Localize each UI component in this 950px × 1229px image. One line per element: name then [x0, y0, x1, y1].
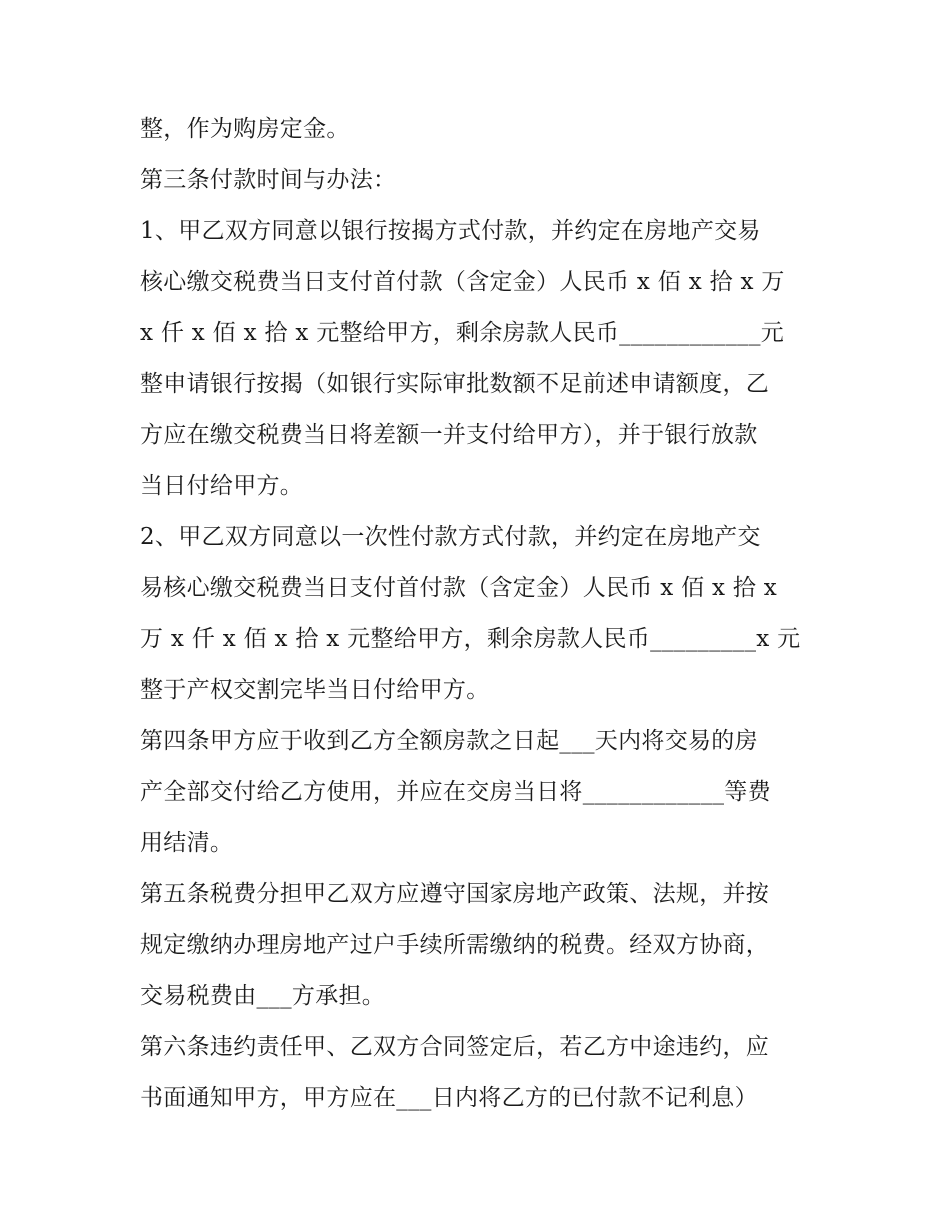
text-line: 规定缴纳办理房地产过户手续所需缴纳的税费。经双方协商，: [140, 932, 770, 958]
text-line: 1、甲乙双方同意以银行按揭方式付款，并约定在房地产交易: [140, 218, 761, 244]
text-line: 2、甲乙双方同意以一次性付款方式付款，并约定在房地产交: [140, 524, 761, 550]
text-line: 第四条甲方应于收到乙方全额房款之日起___天内将交易的房: [140, 728, 758, 754]
text-line: 产全部交付给乙方使用，并应在交房当日将____________等费: [140, 779, 771, 805]
text-line: 第五条税费分担甲乙双方应遵守国家房地产政策、法规，并按: [140, 881, 770, 907]
text-line: 方应在缴交税费当日将差额一并支付给甲方），并于银行放款: [140, 422, 758, 448]
text-line: 整申请银行按揭（如银行实际审批数额不足前述申请额度，乙: [140, 371, 770, 397]
text-line: 整，作为购房定金。: [140, 116, 350, 142]
text-line: 万 x 仟 x 佰 x 拾 x 元整给甲方，剩余房款人民币_________x 元: [140, 626, 801, 652]
text-line: 交易税费由___方承担。: [140, 983, 386, 1009]
text-line: x 仟 x 佰 x 拾 x 元整给甲方，剩余房款人民币____________元: [140, 320, 785, 346]
text-line: 当日付给甲方。: [140, 473, 304, 499]
text-line: 用结清。: [140, 830, 234, 856]
text-line: 核心缴交税费当日支付首付款（含定金）人民币 x 佰 x 拾 x 万: [140, 269, 785, 295]
text-line: 易核心缴交税费当日支付首付款（含定金）人民币 x 佰 x 拾 x: [140, 575, 778, 601]
text-line: 整于产权交割完毕当日付给甲方。: [140, 677, 490, 703]
text-line: 书面通知甲方，甲方应在___日内将乙方的已付款不记利息）: [140, 1085, 758, 1111]
document-body: [140, 104, 812, 1124]
text-line: 第六条违约责任甲、乙双方合同签定后，若乙方中途违约，应: [140, 1034, 770, 1060]
text-line: 第三条付款时间与办法：: [140, 167, 397, 193]
